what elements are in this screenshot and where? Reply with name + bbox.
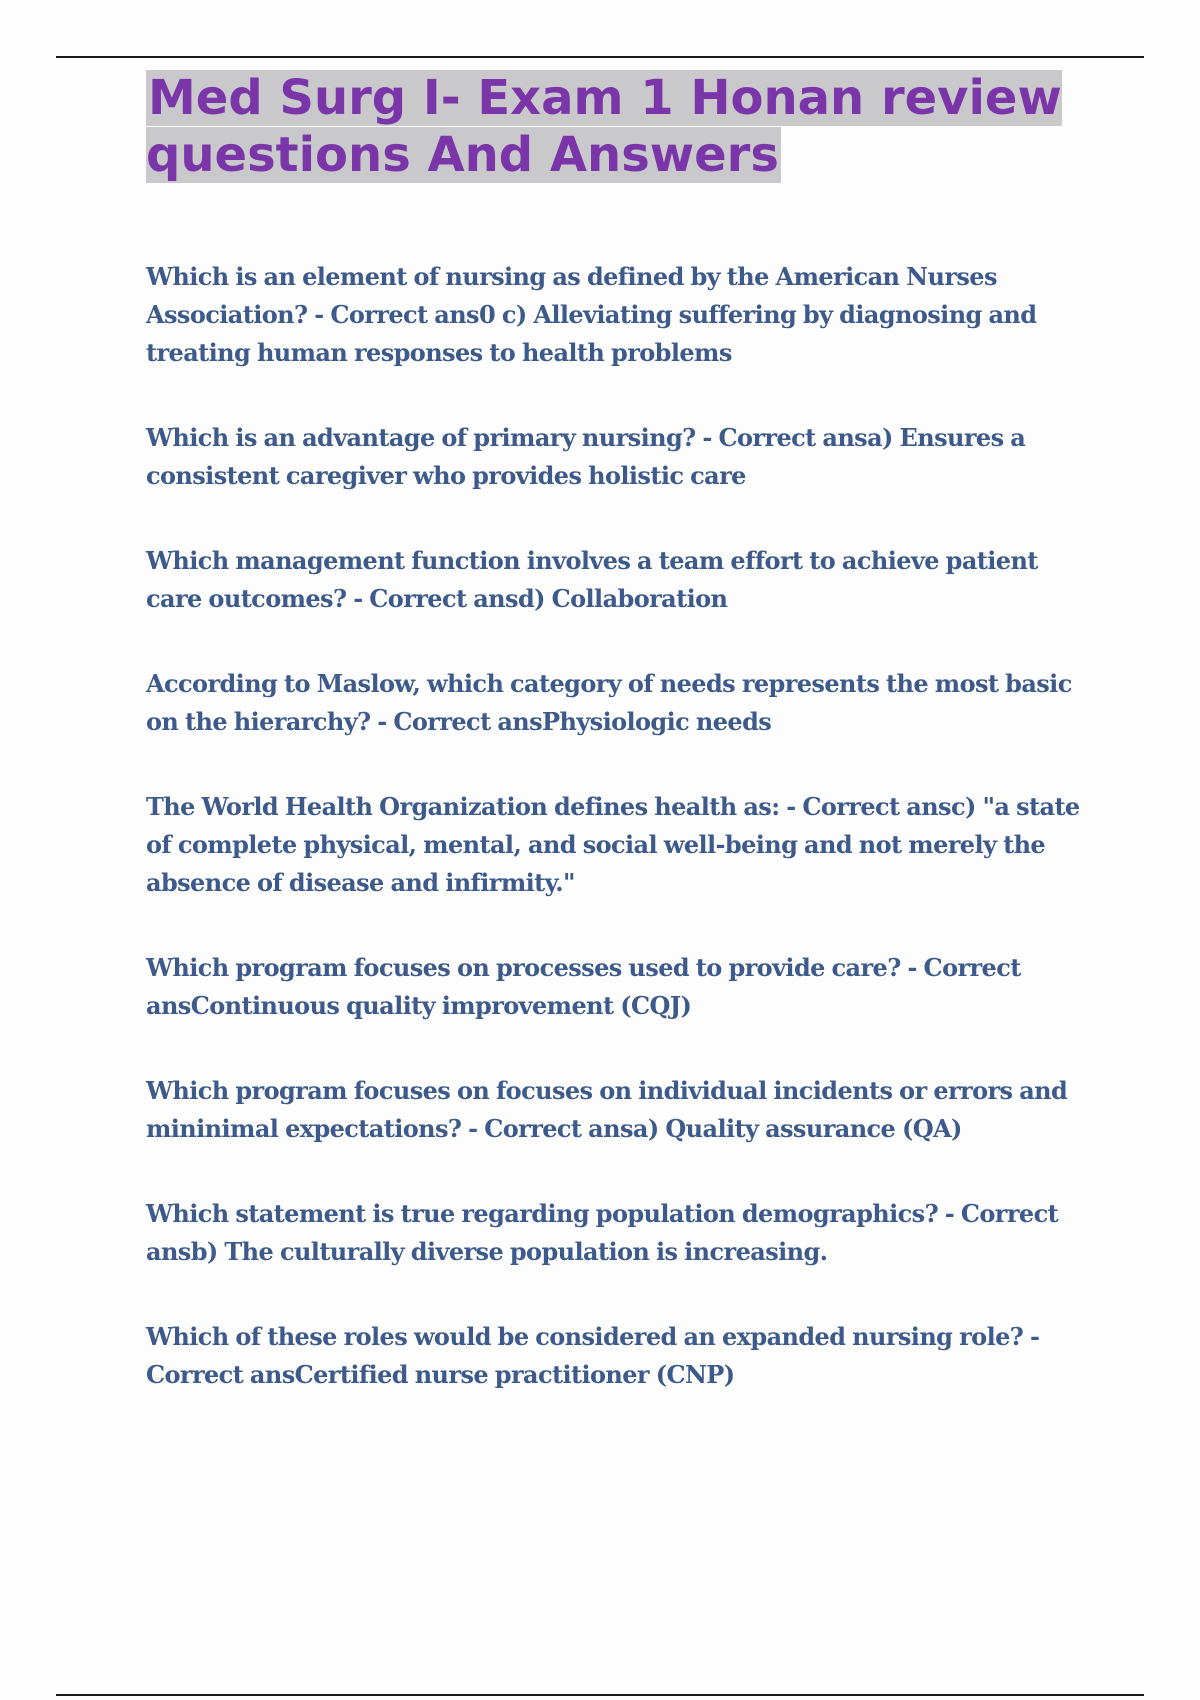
document-title [146,70,1106,184]
qa-item: Which program focuses on focuses on individual incidents or errors and mininimal expectations? - Correct ansa) Quality assurance (QA) [146,1076,1068,1143]
qa-item: The World Health Organization defines health as: - Correct ansc) "a state of complete physical, mental, and social well-being and not merely the absence of disease and infirmity." [146,792,1080,897]
qa-item: Which is an element of nursing as defined by the American Nurses Association? - Correct ans0 c) Alleviating suffering by diagnosing and treating human responses to health problems [146,262,1037,367]
qa-item: Which program focuses on processes used to provide care? - Correct ansContinuous quality improvement (CQJ) [146,953,1021,1020]
qa-item: Which management function involves a team effort to achieve patient care outcomes? - Correct ansd) Collaboration [146,546,1038,613]
title-text: Med Surg I- Exam 1 Honan review questions And Answers [146,70,1062,183]
qa-list [146,258,1086,1441]
bottom-rule [56,1694,1144,1696]
top-rule [56,56,1144,58]
qa-item: Which is an advantage of primary nursing? - Correct ansa) Ensures a consistent caregiver who provides holistic care [146,423,1026,490]
qa-item: Which statement is true regarding population demographics? - Correct ansb) The culturally diverse population is increasing. [146,1199,1059,1266]
qa-item: According to Maslow, which category of needs represents the most basic on the hierarchy? - Correct ansPhysiologic needs [146,669,1072,736]
qa-item: Which of these roles would be considered an expanded nursing role? - Correct ansCertified nurse practitioner (CNP) [146,1322,1040,1389]
